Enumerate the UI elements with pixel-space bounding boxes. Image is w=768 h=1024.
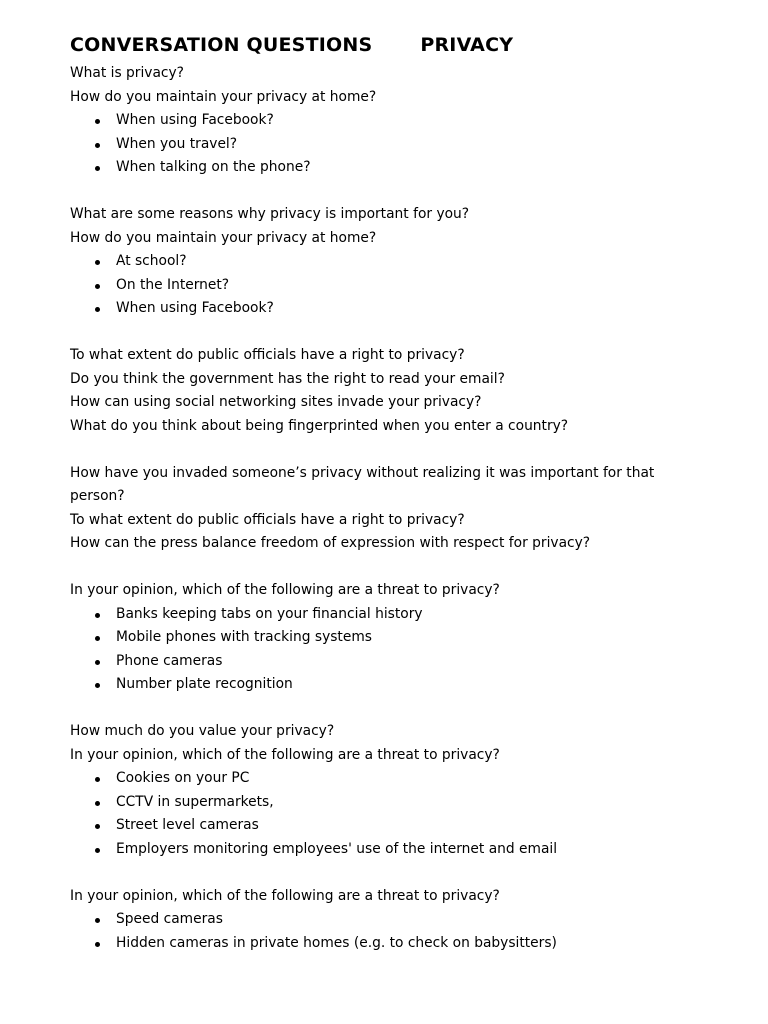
- question-sections: [70, 62, 690, 955]
- list-item: [70, 109, 690, 133]
- list-item-text: Street level cameras: [116, 817, 259, 833]
- list-item: [70, 791, 690, 815]
- title-topic: PRIVACY: [420, 34, 514, 56]
- bullet-dot-icon: [95, 801, 100, 806]
- question-section: [70, 579, 690, 697]
- bullet-dot-icon: [95, 613, 100, 618]
- list-item: [70, 814, 690, 838]
- question-text: In your opinion, which of the following are a threat to privacy?: [70, 746, 500, 763]
- list-item-text: Employers monitoring employees' use of the internet and email: [116, 840, 558, 857]
- bullet-dot-icon: [95, 307, 100, 312]
- bullet-list: [70, 603, 690, 697]
- question-text: How can the press balance freedom of expression with respect for privacy?: [70, 535, 591, 551]
- bullet-dot-icon: [95, 918, 100, 923]
- question-text: How can using social networking sites invade your privacy?: [70, 394, 482, 410]
- list-item-text: Hidden cameras in private homes (e.g. to check on babysitters): [116, 934, 557, 951]
- list-item-text: Phone cameras: [116, 652, 223, 669]
- list-item-text: When talking on the phone?: [116, 159, 311, 175]
- bullet-dot-icon: [95, 166, 100, 171]
- question-text: To what extent do public officials have a right to privacy?: [70, 347, 465, 363]
- question-text: How much do you value your privacy?: [70, 723, 335, 739]
- title-conversation-questions: CONVERSATION QUESTIONS: [70, 34, 373, 56]
- bullet-dot-icon: [95, 660, 100, 665]
- list-item: [70, 673, 690, 697]
- bullet-dot-icon: [95, 824, 100, 829]
- bullet-dot-icon: [95, 683, 100, 688]
- list-item-text: At school?: [116, 253, 187, 269]
- list-item: [70, 932, 690, 956]
- question-text: What are some reasons why privacy is important for you?: [70, 206, 470, 222]
- bullet-list: [70, 767, 690, 861]
- question-section: [70, 203, 690, 321]
- question-text: How do you maintain your privacy at home?: [70, 229, 377, 246]
- bullet-list: [70, 109, 690, 180]
- list-item: [70, 767, 690, 791]
- bullet-dot-icon: [95, 284, 100, 289]
- bullet-dot-icon: [95, 143, 100, 148]
- bullet-dot-icon: [95, 119, 100, 124]
- list-item: [70, 838, 690, 862]
- list-item-text: Mobile phones with tracking systems: [116, 629, 372, 645]
- list-item: [70, 650, 690, 674]
- question-section: [70, 462, 690, 556]
- question-text: What do you think about being fingerprinted when you enter a country?: [70, 417, 569, 434]
- bullet-dot-icon: [95, 260, 100, 265]
- question-text: In your opinion, which of the following are a threat to privacy?: [70, 887, 500, 904]
- list-item: [70, 297, 690, 321]
- list-item-text: Banks keeping tabs on your financial history: [116, 605, 423, 622]
- question-section: [70, 62, 690, 180]
- list-item-text: When using Facebook?: [116, 300, 274, 316]
- document-content: [70, 32, 690, 979]
- list-item-text: When using Facebook?: [116, 112, 274, 128]
- list-item: [70, 626, 690, 650]
- bullet-list: [70, 250, 690, 321]
- question-text: What is privacy?: [70, 65, 184, 81]
- list-item: [70, 274, 690, 298]
- list-item-text: CCTV in supermarkets,: [116, 793, 274, 810]
- question-section: [70, 885, 690, 956]
- list-item: [70, 156, 690, 180]
- list-item-text: On the Internet?: [116, 276, 230, 293]
- list-item-text: Speed cameras: [116, 911, 223, 927]
- bullet-dot-icon: [95, 777, 100, 782]
- bullet-dot-icon: [95, 636, 100, 641]
- bullet-dot-icon: [95, 942, 100, 947]
- list-item-text: Number plate recognition: [116, 676, 293, 692]
- list-item: [70, 250, 690, 274]
- list-item: [70, 603, 690, 627]
- question-text: In your opinion, which of the following are a threat to privacy?: [70, 582, 500, 598]
- question-text: To what extent do public officials have a right to privacy?: [70, 511, 465, 528]
- question-text: How have you invaded someone’s privacy without realizing it was important for that person?: [70, 464, 655, 504]
- question-section: [70, 720, 690, 861]
- question-text: How do you maintain your privacy at home?: [70, 88, 377, 105]
- list-item: [70, 908, 690, 932]
- list-item-text: When you travel?: [116, 135, 238, 152]
- question-text: Do you think the government has the right to read your email?: [70, 370, 505, 387]
- list-item-text: Cookies on your PC: [116, 770, 250, 786]
- bullet-dot-icon: [95, 848, 100, 853]
- list-item: [70, 133, 690, 157]
- bullet-list: [70, 908, 690, 955]
- page-title: [70, 32, 690, 58]
- question-section: [70, 344, 690, 438]
